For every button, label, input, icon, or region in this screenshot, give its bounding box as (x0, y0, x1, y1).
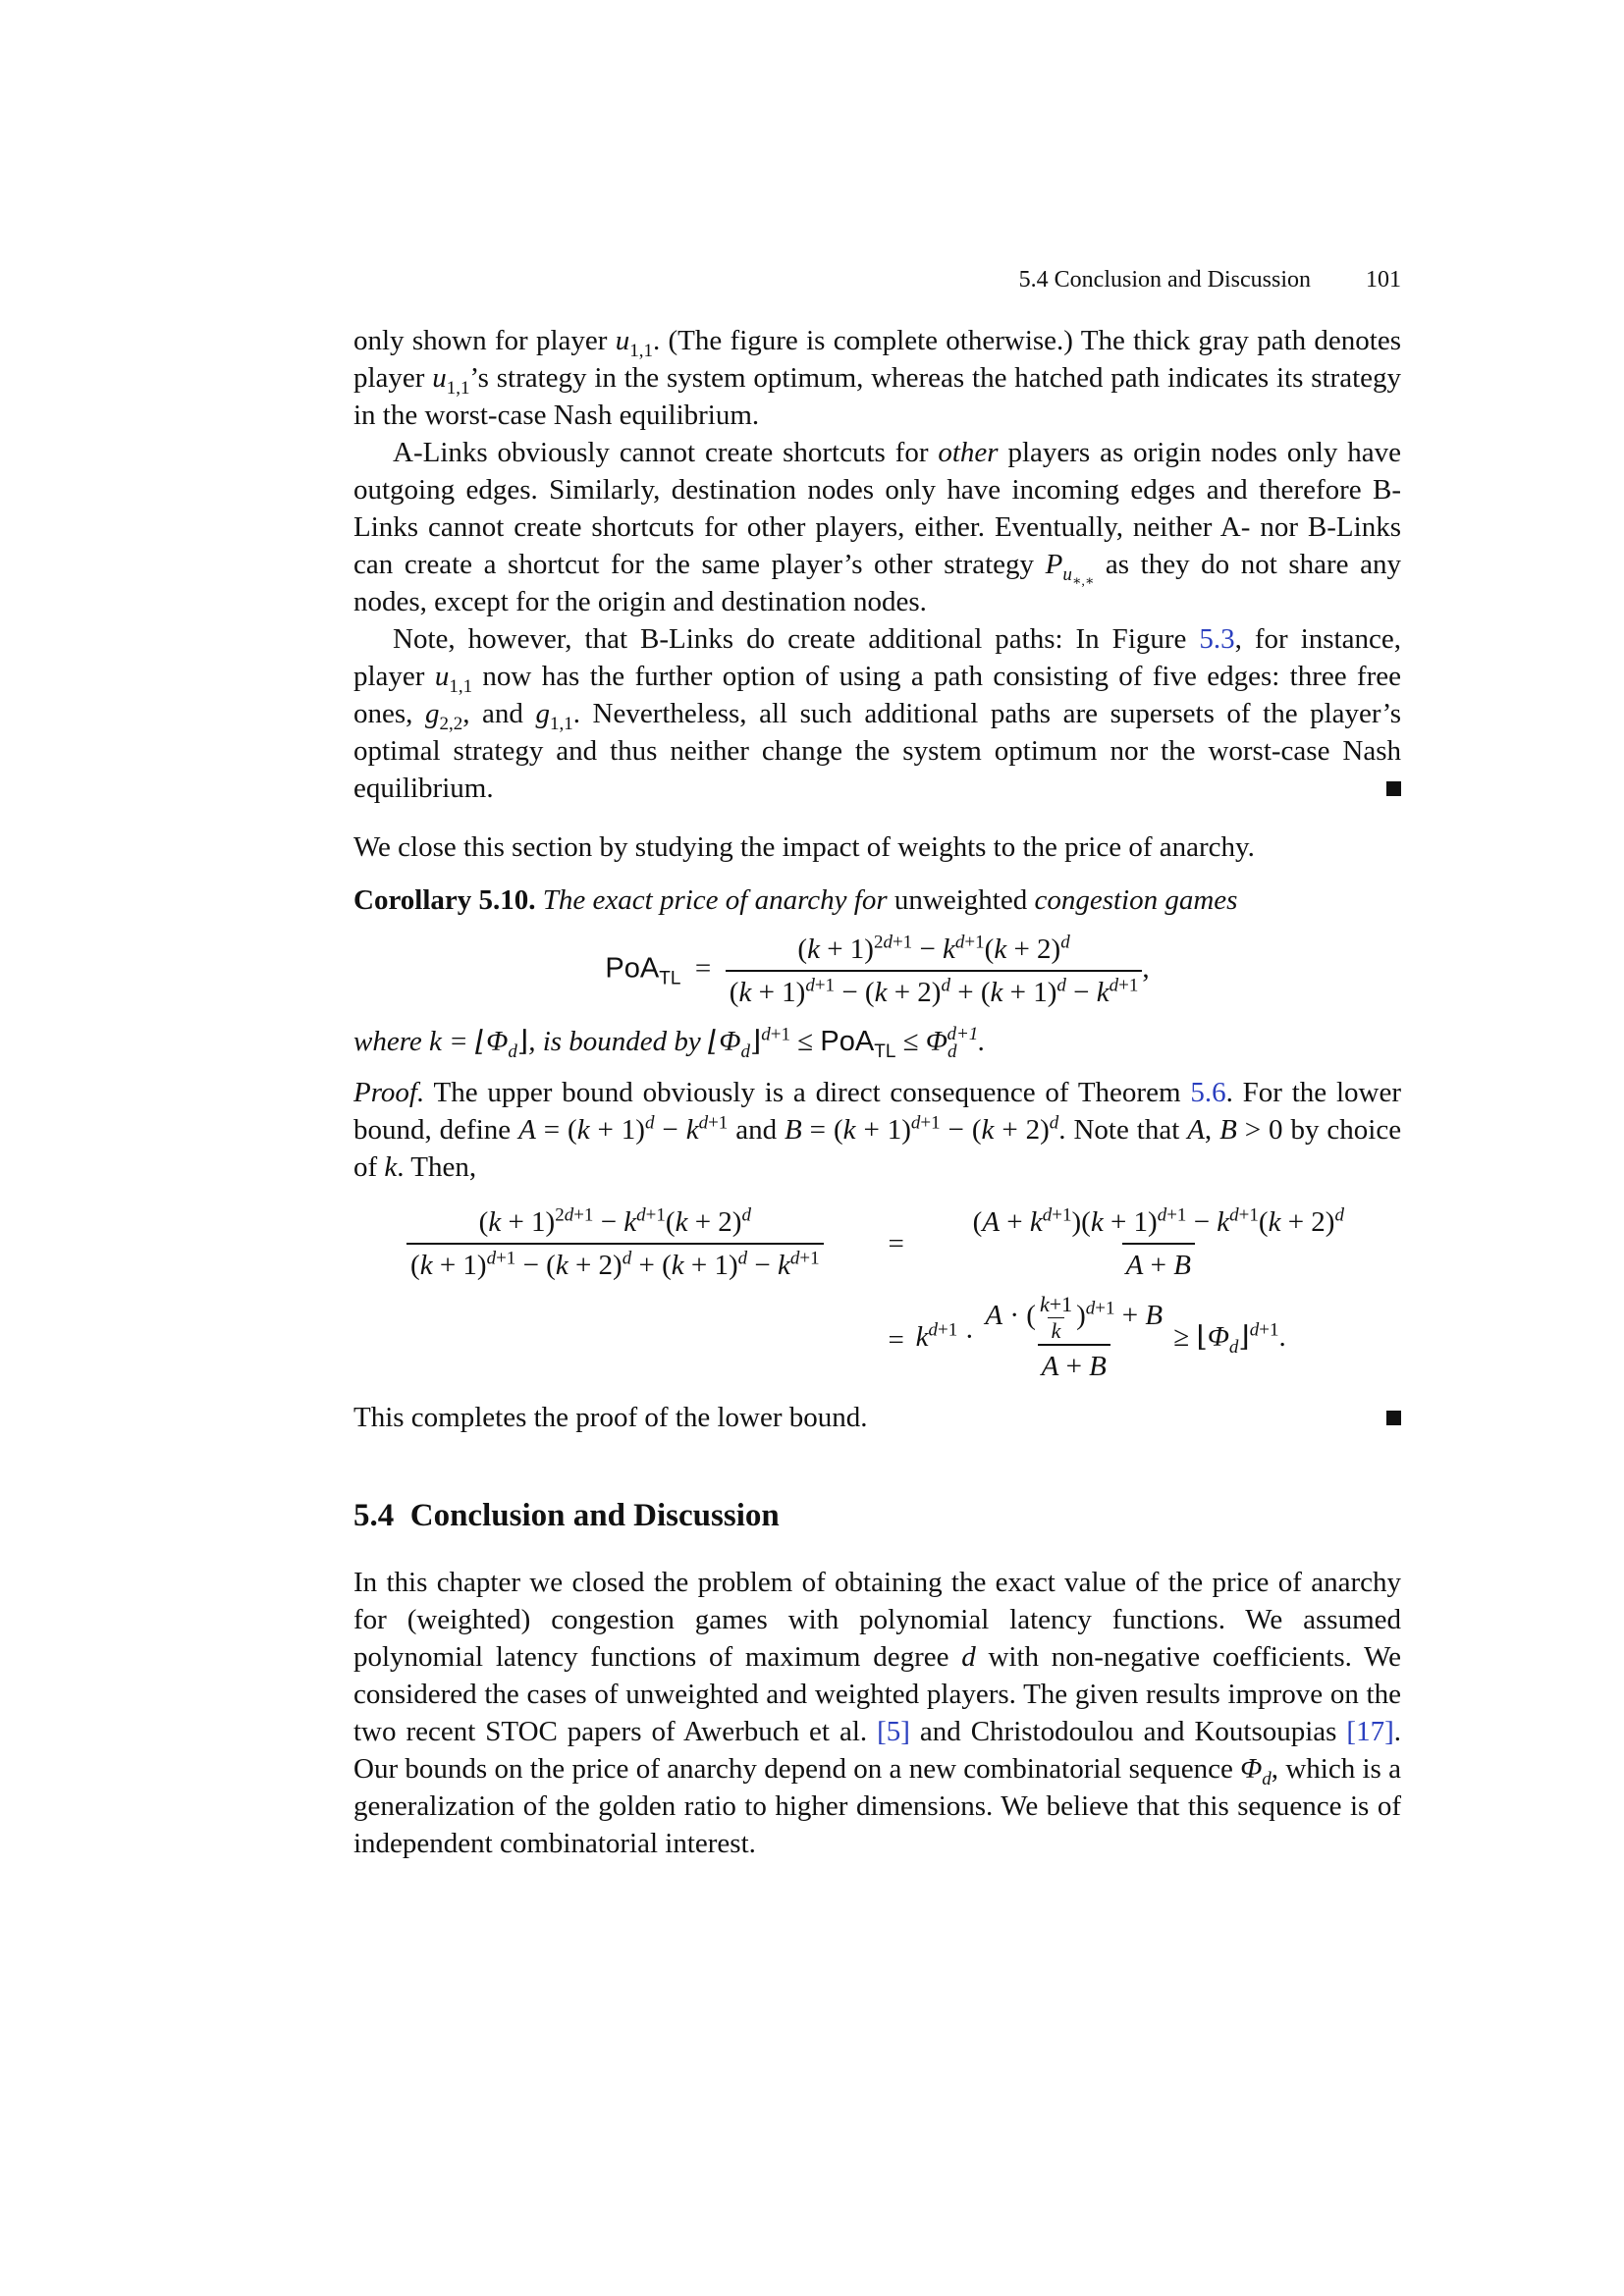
paragraph-2: A-Links obviously cannot create shortcuts for other players as origin nodes only have outgoing edges. Similarly, destination nodes only have incoming edges and therefore B-Links cannot create shortcuts for other players, either. Eventually, neither A- nor B-Links can create a shortcut for the same player’s other strategy $P_{u_{∗,∗}}$ as they do not share any nodes, except for the origin and destination nodes. (353, 437, 1401, 617)
citation-link[interactable]: [17] (1346, 1716, 1394, 1747)
corollary-label: Corollary 5.10. (353, 884, 536, 916)
section-heading: 5.4 Conclusion and Discussion (353, 1498, 780, 1533)
paragraph-4: We close this section by studying the impact of weights to the price of anarchy. (353, 831, 1255, 863)
page-body (353, 322, 1401, 1862)
theorem-link[interactable]: 5.6 (1190, 1077, 1226, 1108)
poa-fraction: $\frac{(k + 1)^{2d+1} - k^{d+1}(k + 2)^d}{(k + 1)^{d+1} - (k + 2)^d + (k + 1)^d - k^{d+1}}$ (726, 931, 1143, 1011)
header-page-number: 101 (1366, 267, 1401, 293)
proof-label: Proof. (353, 1077, 425, 1108)
proof-equation: $\frac{(k + 1)^{2d+1} - k^{d+1}(k + 2)^d}{(k + 1)^{d+1} - (k + 2)^d + (k + 1)^d - k^{d+1}}$ = $\frac{(A + k^{d+1})(k + 1)^{d+1} - k^{d+1}(k + 2)^d}{A + B}$ = $k^{d+1}$ · A · ( $\frac{k+1}{k}$ )$^{d+1}$ + B A + B ≥ $⌊\Phi_d⌋^{d+1}$. (353, 1203, 1401, 1385)
poa-equation: PoA$_{TL}$ = $\frac{(k + 1)^{2d+1} - k^{d+1}(k + 2)^d}{(k + 1)^{d+1} - (k + 2)^d + (k + 1)^d - k^{d+1}}$ , (353, 931, 1401, 1011)
figure-link[interactable]: 5.3 (1199, 623, 1235, 655)
paragraph-1: only shown for player $u_{1,1}$. (The figure is complete otherwise.) The thick gray path denotes player $u_{1,1}’s$ strategy in the system optimum, whereas the hatched path indicates its strategy in the worst-case Nash equilibrium. (353, 325, 1402, 431)
proof-closing: This completes the proof of the lower bound. (353, 1399, 1401, 1436)
running-header (353, 267, 1401, 294)
corollary-bound: where $k = ⌊\Phi_d⌋$, is bounded by $⌊\Phi_d⌋^{d+1} \le PoA_{TL} \le \Phi_d^{d+1}$. (353, 1024, 986, 1062)
citation-link[interactable]: [5] (877, 1716, 910, 1747)
paragraph-3: Note, however, that B-Links do create additional paths: In Figure 5.3, for instance, player $u_{1,1}$ now has the further option of using a path consisting of five edges: three free ones, $g_{2,2}$, and $g_{1,1}$. Nevertheless, all such additional paths are supersets of the player’s optimal strategy and thus neither change the system optimum nor the worst-case Nash equilibrium. (353, 623, 1401, 804)
proof-paragraph: Proof. The upper bound obviously is a direct consequence of Theorem 5.6. For the lower bound, define $A = (k + 1)^d - k^{d+1}$ and $B = (k + 1)^{d+1} - (k + 2)^d$. Note that A, B > 0 by choice of k. Then, (353, 1077, 1402, 1183)
qed-square (1386, 1411, 1401, 1425)
paragraph-5: In this chapter we closed the problem of obtaining the exact value of the price of anarchy for (weighted) congestion games with polynomial latency functions. We assumed polynomial latency functions of maximum degree d with non-negative coefficients. We considered the cases of unweighted and weighted players. The given results improve on the two recent STOC papers of Awerbuch et al. [5] and Christodoulou and Koutsoupias [17]. Our bounds on the price of anarchy depend on a new combinatorial sequence $\Phi_d$, which is a generalization of the golden ratio to higher dimensions. We believe that this sequence is of independent combinatorial interest. (353, 1567, 1401, 1859)
header-section-title: 5.4 Conclusion and Discussion (1018, 267, 1311, 293)
qed-square (1386, 781, 1401, 796)
corollary-statement: Corollary 5.10. The exact price of anarchy for unweighted congestion games (353, 884, 1238, 916)
